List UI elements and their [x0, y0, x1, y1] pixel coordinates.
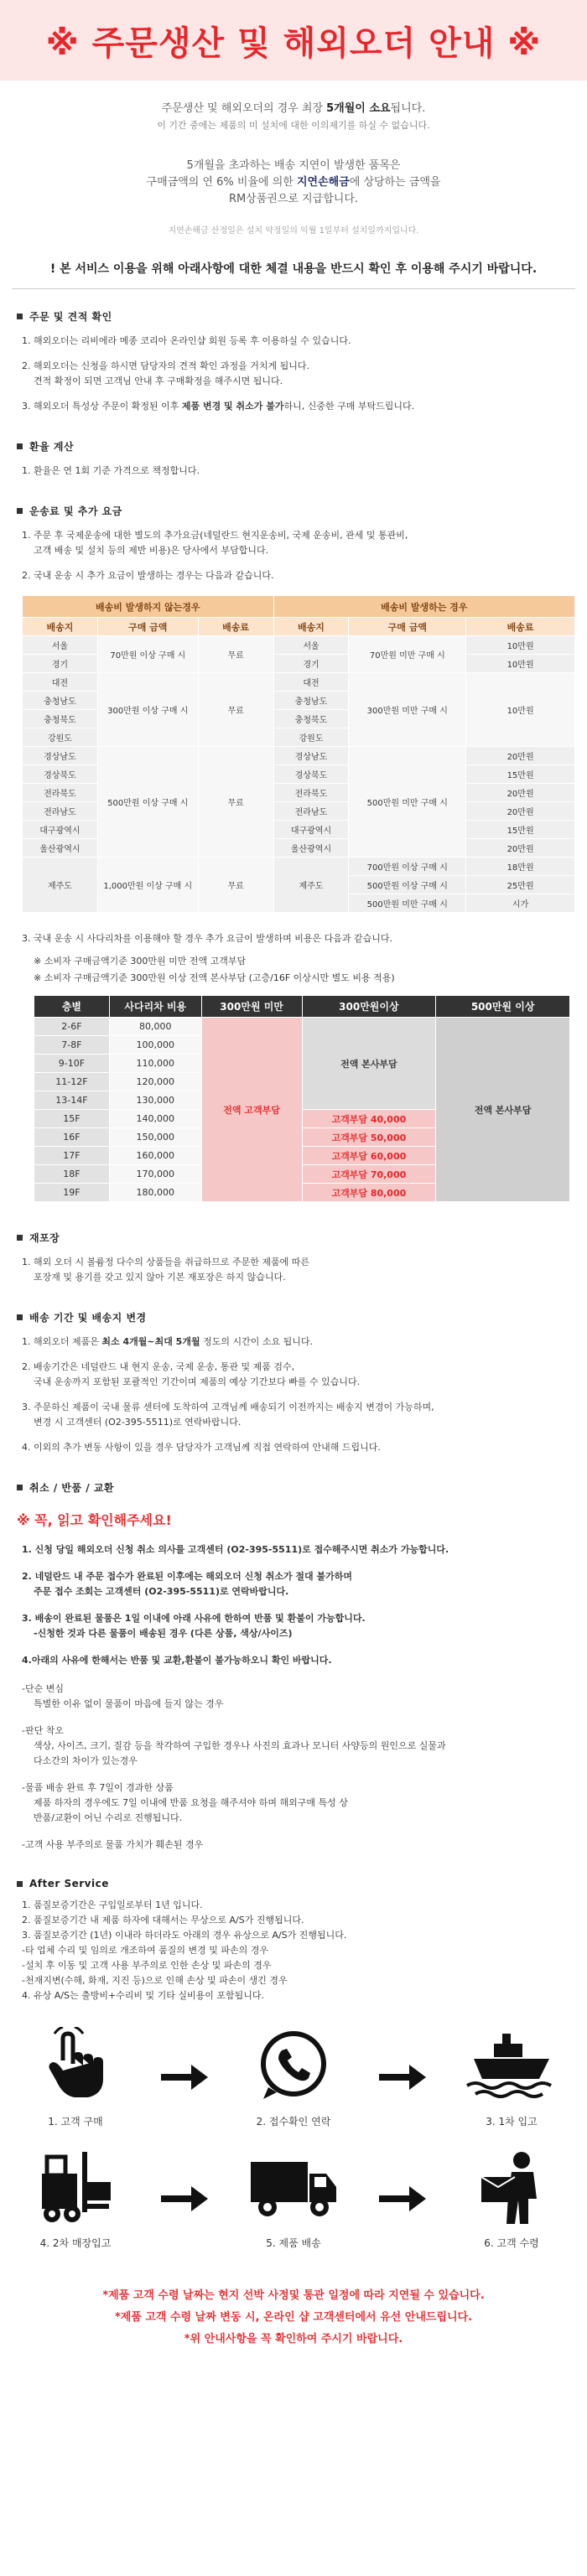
hand-tap-icon [25, 2025, 126, 2106]
no-return-case: -판단 착오 색상, 사이즈, 크기, 질감 등을 착각하여 구입한 경우나 사진의 효과나 모니터 사양등의 원인으로 실물과 다소간의 차이가 있는경우 [22, 1725, 446, 1766]
customer-pays-cell: 전액 고객부담 [201, 1018, 302, 1202]
notice-text: ! 본 서비스 이용을 위해 아래사항에 대한 체결 내용을 반드시 확인 후 이용해 주시기 바랍니다. [49, 262, 538, 276]
intro-footnote: 지연손해금 산정일은 설치 약정일의 익월 1일부터 설치일까지입니다. [168, 226, 419, 236]
section-heading-exchange: 환율 계산 [17, 439, 570, 454]
table-header-paid: 배송비 발생하는 경우 [273, 596, 574, 618]
warning-note: *제품 고객 수령 날짜는 현지 선박 사정및 통관 일정에 따라 지연될 수 있습니다. [102, 2289, 485, 2302]
intro-line: RM상품권으로 지급합니다. [228, 193, 359, 205]
arrow-right-icon [159, 2182, 210, 2216]
shipping-fee-table: 배송비 발생하지 않는경우 배송비 발생하는 경우 배송지 구매 금액 배송료 배송지 구매 금액 배송료 서울 70만원 이상 구매 시 무료 서울 70만원 미만 구매 시 10만원 경기 경기 10만원 대전 300만원 이상 구매 시 무료 대전 300만원 미만 구매 시 10만원 충청남도 충청남도 충청북도 충청북도 강원도 강원도 경상남도 500만원 이상 구매 시 무료 경상남도 500만원 미만 구매 시 20만원 경상북도 경상북도 15만원 전라북도 전라북도 20만원 전라남도 전라남도 20만원 대구광역시 대구광역시 15만원 울산광역시 울산광역시 20만원 제주도 1,000만원 이상 구매 시 무료 제주도 700만원 이상 구매 시 18만원 500만원 이상 구매 시 25만원 500만원 미만 구매 시 시가 [22, 595, 575, 913]
ship-icon [461, 2025, 562, 2106]
shipping-item-2: 2. 국내 운송 시 추가 요금이 발생하는 경우는 다음과 같습니다. [22, 570, 274, 581]
ladder-fee-table: 층별 사다리차 비용 300만원 미만 300만원이상 500만원 이상 2-6F 80,000 전액 고객부담 전액 본사부담 전액 본사부담 7-8F 100,000 9-10F 110,000 11-12F 120,000 13-14F 130,000 15F 140,000 고객부담 40,000 16F 150,000 고객부담 50,000 17F 160,000 고객부담 60,000 18F 170,000 고객부담 70,000 19F 180,000 고객부담 80,000 [34, 995, 570, 1202]
cancel-item-2: 2. 네덜란드 내 주문 접수가 완료된 이후에는 해외오더 신청 취소가 절대 불가하며 주문 접수 조회는 고객센터 (O2-395-5511)로 연락바랍니다. [22, 1571, 352, 1597]
step-first-warehouse: 3. 1차 입고 [461, 2025, 562, 2128]
square-bullet-icon [17, 1314, 23, 1320]
no-return-case: -물품 배송 완료 후 7일이 경과한 상품 제품 하자의 경우에도 7일 이내에 반품 요청을 해주셔야 하며 해외구매 특성 상 반품/교환이 어닌 수리로 진행됩니다. [22, 1782, 348, 1823]
square-bullet-icon [17, 314, 23, 319]
section-heading-cancel: 취소 / 반품 / 교환 [17, 1480, 570, 1495]
square-bullet-icon [17, 1485, 23, 1490]
warning-note: *위 안내사항을 꼭 확인하여 주시기 바랍니다. [184, 2333, 403, 2345]
forklift-icon [25, 2147, 126, 2227]
arrow-right-icon [377, 2182, 428, 2216]
step-product-delivery: 5. 제품 배송 [243, 2147, 344, 2250]
hq-pays-500-cell: 전액 본사부담 [436, 1018, 570, 1202]
table-header-free: 배송비 발생하지 않는경우 [23, 596, 274, 618]
cancel-item-3: 3. 배송이 완료된 물품은 1일 이내에 아래 사유에 한하여 반품 및 환불이 가능합니다. -신청한 것과 다른 물품이 배송된 경우 (다른 상품, 색상/사이즈) [22, 1613, 366, 1639]
repack-item-1: 1. 해외 오더 시 볼륨정 다수의 상품들을 취급하므로 주문한 제품에 따른 포장재 및 용기를 갖고 있지 않아 기본 재포장은 하지 않습니다. [22, 1257, 309, 1283]
arrow-right-icon [377, 2060, 428, 2094]
delivery-warning-notes [0, 2285, 587, 2351]
as-list: 1. 품질보증기간은 구입일로부터 1년 입니다. 2. 품질보증기간 내 제품 하자에 대해서는 무상으로 A/S가 진행됩니다. 3. 품질보증기간 (1년) 이내라 하더라도 아래의 경우 유상으로 A/S가 진행됩니다. -타 업체 수리 및 임의로 개조하여 품질의 변경 및 파손의 경우 -설치 후 이동 및 고객 사용 부주의로 인한 손상 및 파손의 경우 -천재지변(수해, 화재, 지진 등)으로 인해 손상 및 파손이 생긴 경우 4. 유상 A/S는 출방비+수리비 및 기타 실비용이 포함됩니다. [22, 1900, 347, 2001]
intro-section [0, 80, 587, 240]
square-bullet-icon [17, 508, 23, 514]
must-read-heading: ※ 꼭, 읽고 확인해주세요! [17, 1512, 172, 1528]
section-heading-after-service: After Service [17, 1878, 570, 1889]
delivery-item-1: 1. 해외오더 제품은 최소 4개월~최대 5개월 정도의 시간이 소요 됩니다. [22, 1336, 313, 1347]
ladder-note-1: ※ 소비자 구매금액기준 300만원 미만 전액 고객부담 [34, 956, 247, 967]
cancel-item-1: 1. 신청 당일 해외오더 신청 취소 의사를 고객센터 (O2-395-5511)로 접수해주시면 취소가 가능합니다. [22, 1544, 449, 1555]
section-heading-delivery: 배송 기간 및 배송지 변경 [17, 1310, 570, 1324]
intro-line: 이 기간 중에는 제품의 미 설치에 대한 이의제기를 하실 수 없습니다. [157, 120, 430, 131]
intro-line: 5개월을 초과하는 배송 지연이 발생한 품목은 [186, 159, 401, 172]
section-heading-order: 주문 및 견적 확인 [17, 309, 570, 324]
section-heading-shipping: 운송료 및 추가 요금 [17, 504, 570, 518]
delivery-person-icon [461, 2147, 562, 2227]
process-steps-row-1 [25, 2025, 562, 2128]
exchange-item-1: 1. 환율은 연 1회 기준 가격으로 책정합니다. [22, 465, 200, 476]
delivery-item-2: 2. 배송기간은 네덜란드 내 현지 운송, 국제 운송, 통관 및 제품 검수, 국내 운송까지 포함된 포괄적인 기간이며 제품의 예상 기간보다 빠를 수 있습니다. [22, 1361, 361, 1387]
step-customer-purchase: 1. 고객 구매 [25, 2025, 126, 2128]
shipping-item-1: 1. 주문 후 국제운송에 대한 별도의 추가요금(네덜란드 현지운송비, 국제 운송비, 관세 및 통관비, 고객 배송 및 설치 등의 제반 비용)은 당사에서 부담합니다. [22, 530, 408, 556]
no-return-case: -단순 변심 특별한 이유 없이 물품이 마음에 들지 않는 경우 [22, 1683, 224, 1709]
square-bullet-icon [17, 1235, 23, 1241]
step-second-store: 4. 2차 매장입고 [25, 2147, 126, 2250]
shipping-item-3: 3. 국내 운송 시 사다리차를 이용해야 할 경우 추가 요금이 발생하며 비용은 다음과 같습니다. [22, 933, 392, 944]
warning-note: *제품 고객 수령 날짜 변동 시, 온라인 샵 고객센터에서 유선 안내드립니다. [114, 2311, 473, 2324]
hq-pays-cell: 전액 본사부담 [302, 1018, 436, 1110]
divider [12, 288, 575, 289]
process-steps-row-2 [25, 2147, 562, 2250]
page-title: ※ 주문생산 및 해외오더 안내 ※ [45, 23, 542, 63]
no-return-case: -고객 사용 부주의로 물품 가치가 훼손된 경우 [22, 1839, 204, 1850]
title-banner [0, 0, 587, 80]
delivery-item-3: 3. 주문하신 제품이 국내 물류 센터에 도착하여 고객님께 배송되기 이전까지는 배송지 변경이 가능하며, 변경 시 고객센터 (O2-395-5511)로 연락바랍니다. [22, 1402, 434, 1428]
ladder-note-2: ※ 소비자 구매금액기준 300만원 이상 전액 본사부담 (고층/16F 이상시만 별도 비용 적용) [34, 972, 395, 983]
step-customer-receive: 6. 고객 수령 [461, 2147, 562, 2250]
intro-line: 주문생산 및 해외오더의 경우 최장 5개월이 소요됩니다. [161, 102, 426, 115]
section-heading-repack: 재포장 [17, 1231, 570, 1245]
phone-chat-icon [243, 2025, 344, 2106]
order-item-2: 2. 해외오더는 신청을 하시면 담당자의 견적 확인 과정을 거치게 됩니다. 견적 확정이 되면 고객님 안내 후 구매확정을 해주시면 됩니다. [22, 360, 309, 386]
cancel-item-4: 4.아래의 사유에 한해서는 반품 및 교환,환불이 불가능하오니 확인 바랍니다. [22, 1655, 332, 1666]
square-bullet-icon [17, 1881, 23, 1887]
delivery-item-4: 4. 이외의 추가 변동 사항이 있을 경우 담당자가 고객님께 직접 연락하여 안내해 드립니다. [22, 1442, 381, 1453]
arrow-right-icon [159, 2060, 210, 2094]
intro-line: 구매금액의 연 6% 비율에 의한 지연손해금에 상당하는 금액을 [146, 176, 441, 189]
square-bullet-icon [17, 443, 23, 449]
order-item-1: 1. 해외오더는 리비에라 메종 코리아 온라인샵 회원 등록 후 이용하실 수 있습니다. [22, 335, 351, 346]
truck-icon [243, 2147, 344, 2227]
order-item-3: 3. 해외오더 특성상 주문이 확정된 이후 제품 변경 및 취소가 불가하니, 신중한 구매 부탁드립니다. [22, 401, 415, 412]
step-confirm-contact: 2. 접수확인 연락 [243, 2025, 344, 2128]
